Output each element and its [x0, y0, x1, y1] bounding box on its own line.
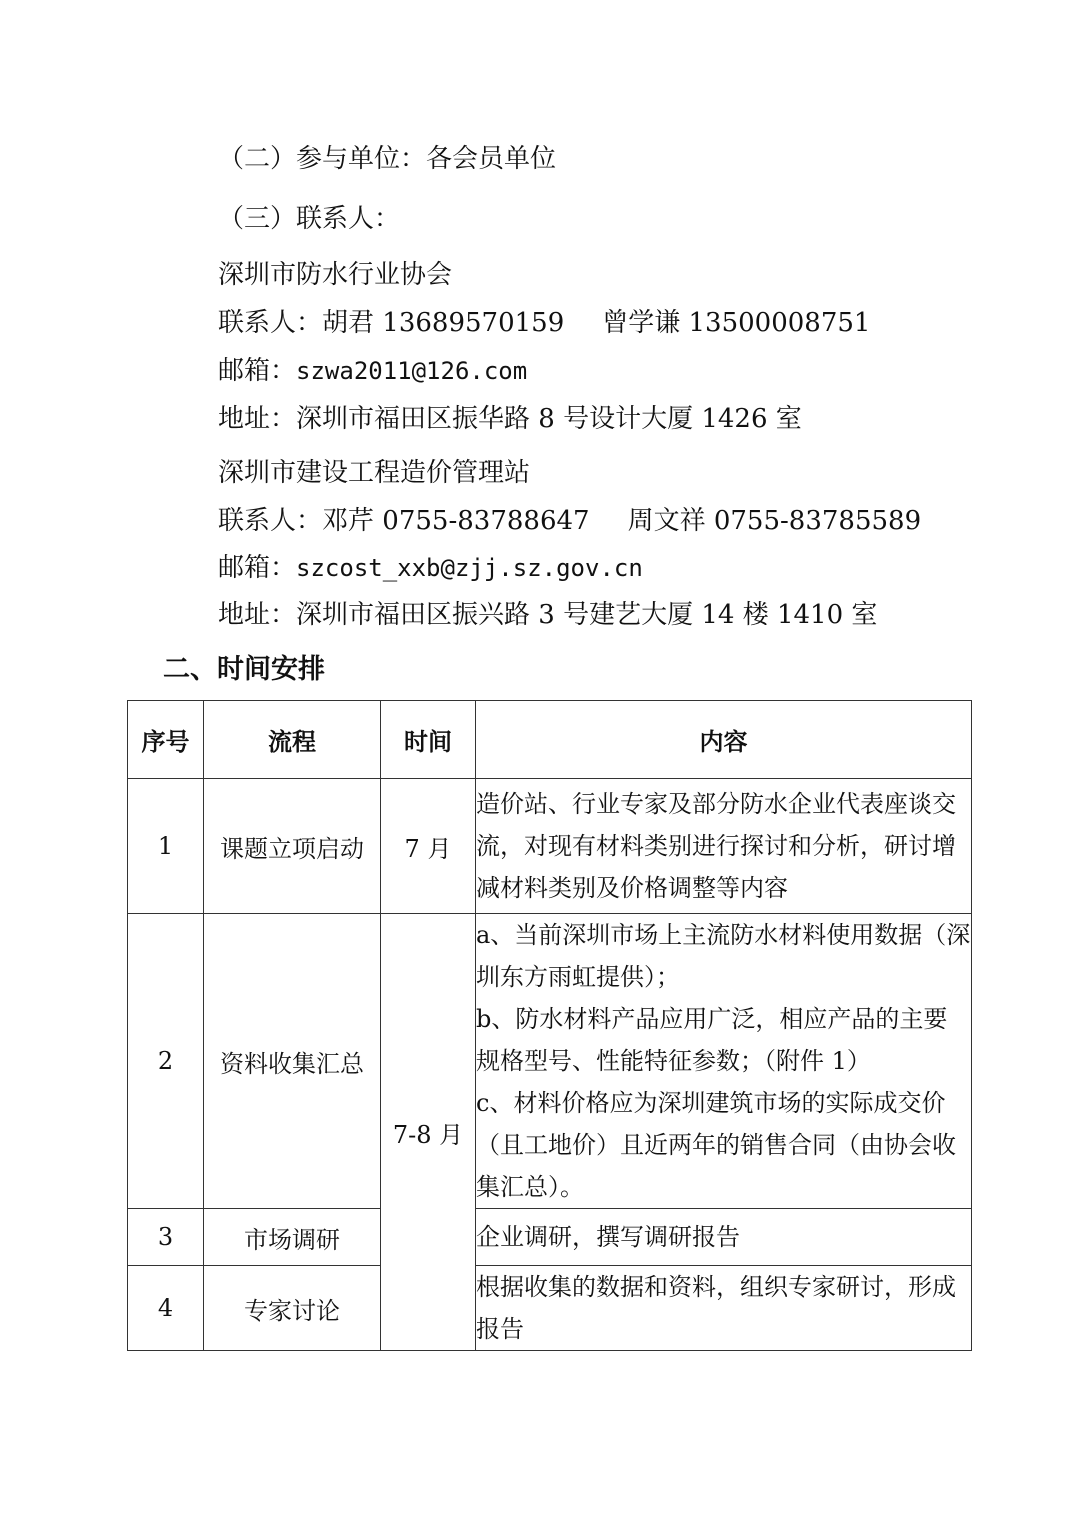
row-content — [476, 779, 972, 914]
header-cell: 时间 — [381, 701, 476, 779]
table-row — [128, 779, 972, 914]
email-link[interactable]: szwa2011@126.com — [296, 357, 528, 385]
section-title: 二、时间安排 — [163, 654, 325, 685]
content-paragraph: 造价站、行业专家及部分防水企业代表座谈交流，对现有材料类别进行探讨和分析，研讨增减材料类别及价格调整等内容 — [476, 790, 956, 902]
row-process: 课题立项启动 — [204, 779, 381, 914]
header-cell: 流程 — [204, 701, 381, 779]
content-paragraph: 根据收集的数据和资料，组织专家研讨，形成报告 — [476, 1273, 956, 1343]
table-row — [128, 1266, 972, 1351]
content-paragraph: b、防水材料产品应用广泛，相应产品的主要规格型号、性能特征参数；（附件 1） — [476, 1005, 948, 1075]
contact-person: 胡君 13689570159 — [322, 308, 565, 338]
contact-person: 曾学谦 13500008751 — [602, 308, 871, 338]
row-time: 7 月 — [381, 779, 476, 914]
org1-contacts — [218, 306, 870, 340]
email-label: 邮箱： — [218, 553, 297, 583]
contact-person: 周文祥 0755-83785589 — [627, 506, 922, 536]
row-process: 市场调研 — [204, 1209, 381, 1266]
row-number: 3 — [128, 1209, 204, 1266]
contact-person: 邓芹 0755-83788647 — [322, 506, 590, 536]
contacts-heading: （三）联系人： — [218, 204, 401, 234]
row-number: 1 — [128, 779, 204, 914]
row-number: 2 — [128, 914, 204, 1209]
content-paragraph: c、材料价格应为深圳建筑市场的实际成交价（且工地价）且近两年的销售合同（由协会收集汇总）。 — [476, 1089, 956, 1201]
header-cell: 序号 — [128, 701, 204, 779]
org1-name: 深圳市防水行业协会 — [218, 260, 453, 290]
participants-line: （二）参与单位：各会员单位 — [218, 144, 557, 174]
content-paragraph: 企业调研，撰写调研报告 — [476, 1223, 740, 1251]
contact-label: 联系人： — [218, 308, 323, 338]
row-number: 4 — [128, 1266, 204, 1351]
content-paragraph: a、当前深圳市场上主流防水材料使用数据（深圳东方雨虹提供）； — [476, 921, 971, 991]
row-time: 7-8 月 — [381, 914, 476, 1351]
org2-address: 地址：深圳市福田区振兴路 3 号建艺大厦 14 楼 1410 室 — [218, 600, 878, 630]
table-row — [128, 914, 972, 1209]
row-content — [476, 1266, 972, 1351]
row-process: 资料收集汇总 — [204, 914, 381, 1209]
table-row — [128, 1209, 972, 1266]
header-cell: 内容 — [476, 701, 972, 779]
org1-address: 地址：深圳市福田区振华路 8 号设计大厦 1426 室 — [218, 404, 802, 434]
row-content — [476, 1209, 972, 1266]
row-content — [476, 914, 972, 1209]
org2-name: 深圳市建设工程造价管理站 — [218, 458, 531, 488]
table-header-row — [128, 701, 972, 779]
contact-label: 联系人： — [218, 506, 323, 536]
email-link[interactable]: szcost_xxb@zjj.sz.gov.cn — [296, 554, 643, 582]
row-process: 专家讨论 — [204, 1266, 381, 1351]
org1-email-line — [218, 354, 527, 388]
org2-contacts — [218, 504, 921, 538]
org2-email-line — [218, 551, 643, 585]
email-label: 邮箱： — [218, 356, 297, 386]
schedule-table — [127, 700, 972, 1351]
